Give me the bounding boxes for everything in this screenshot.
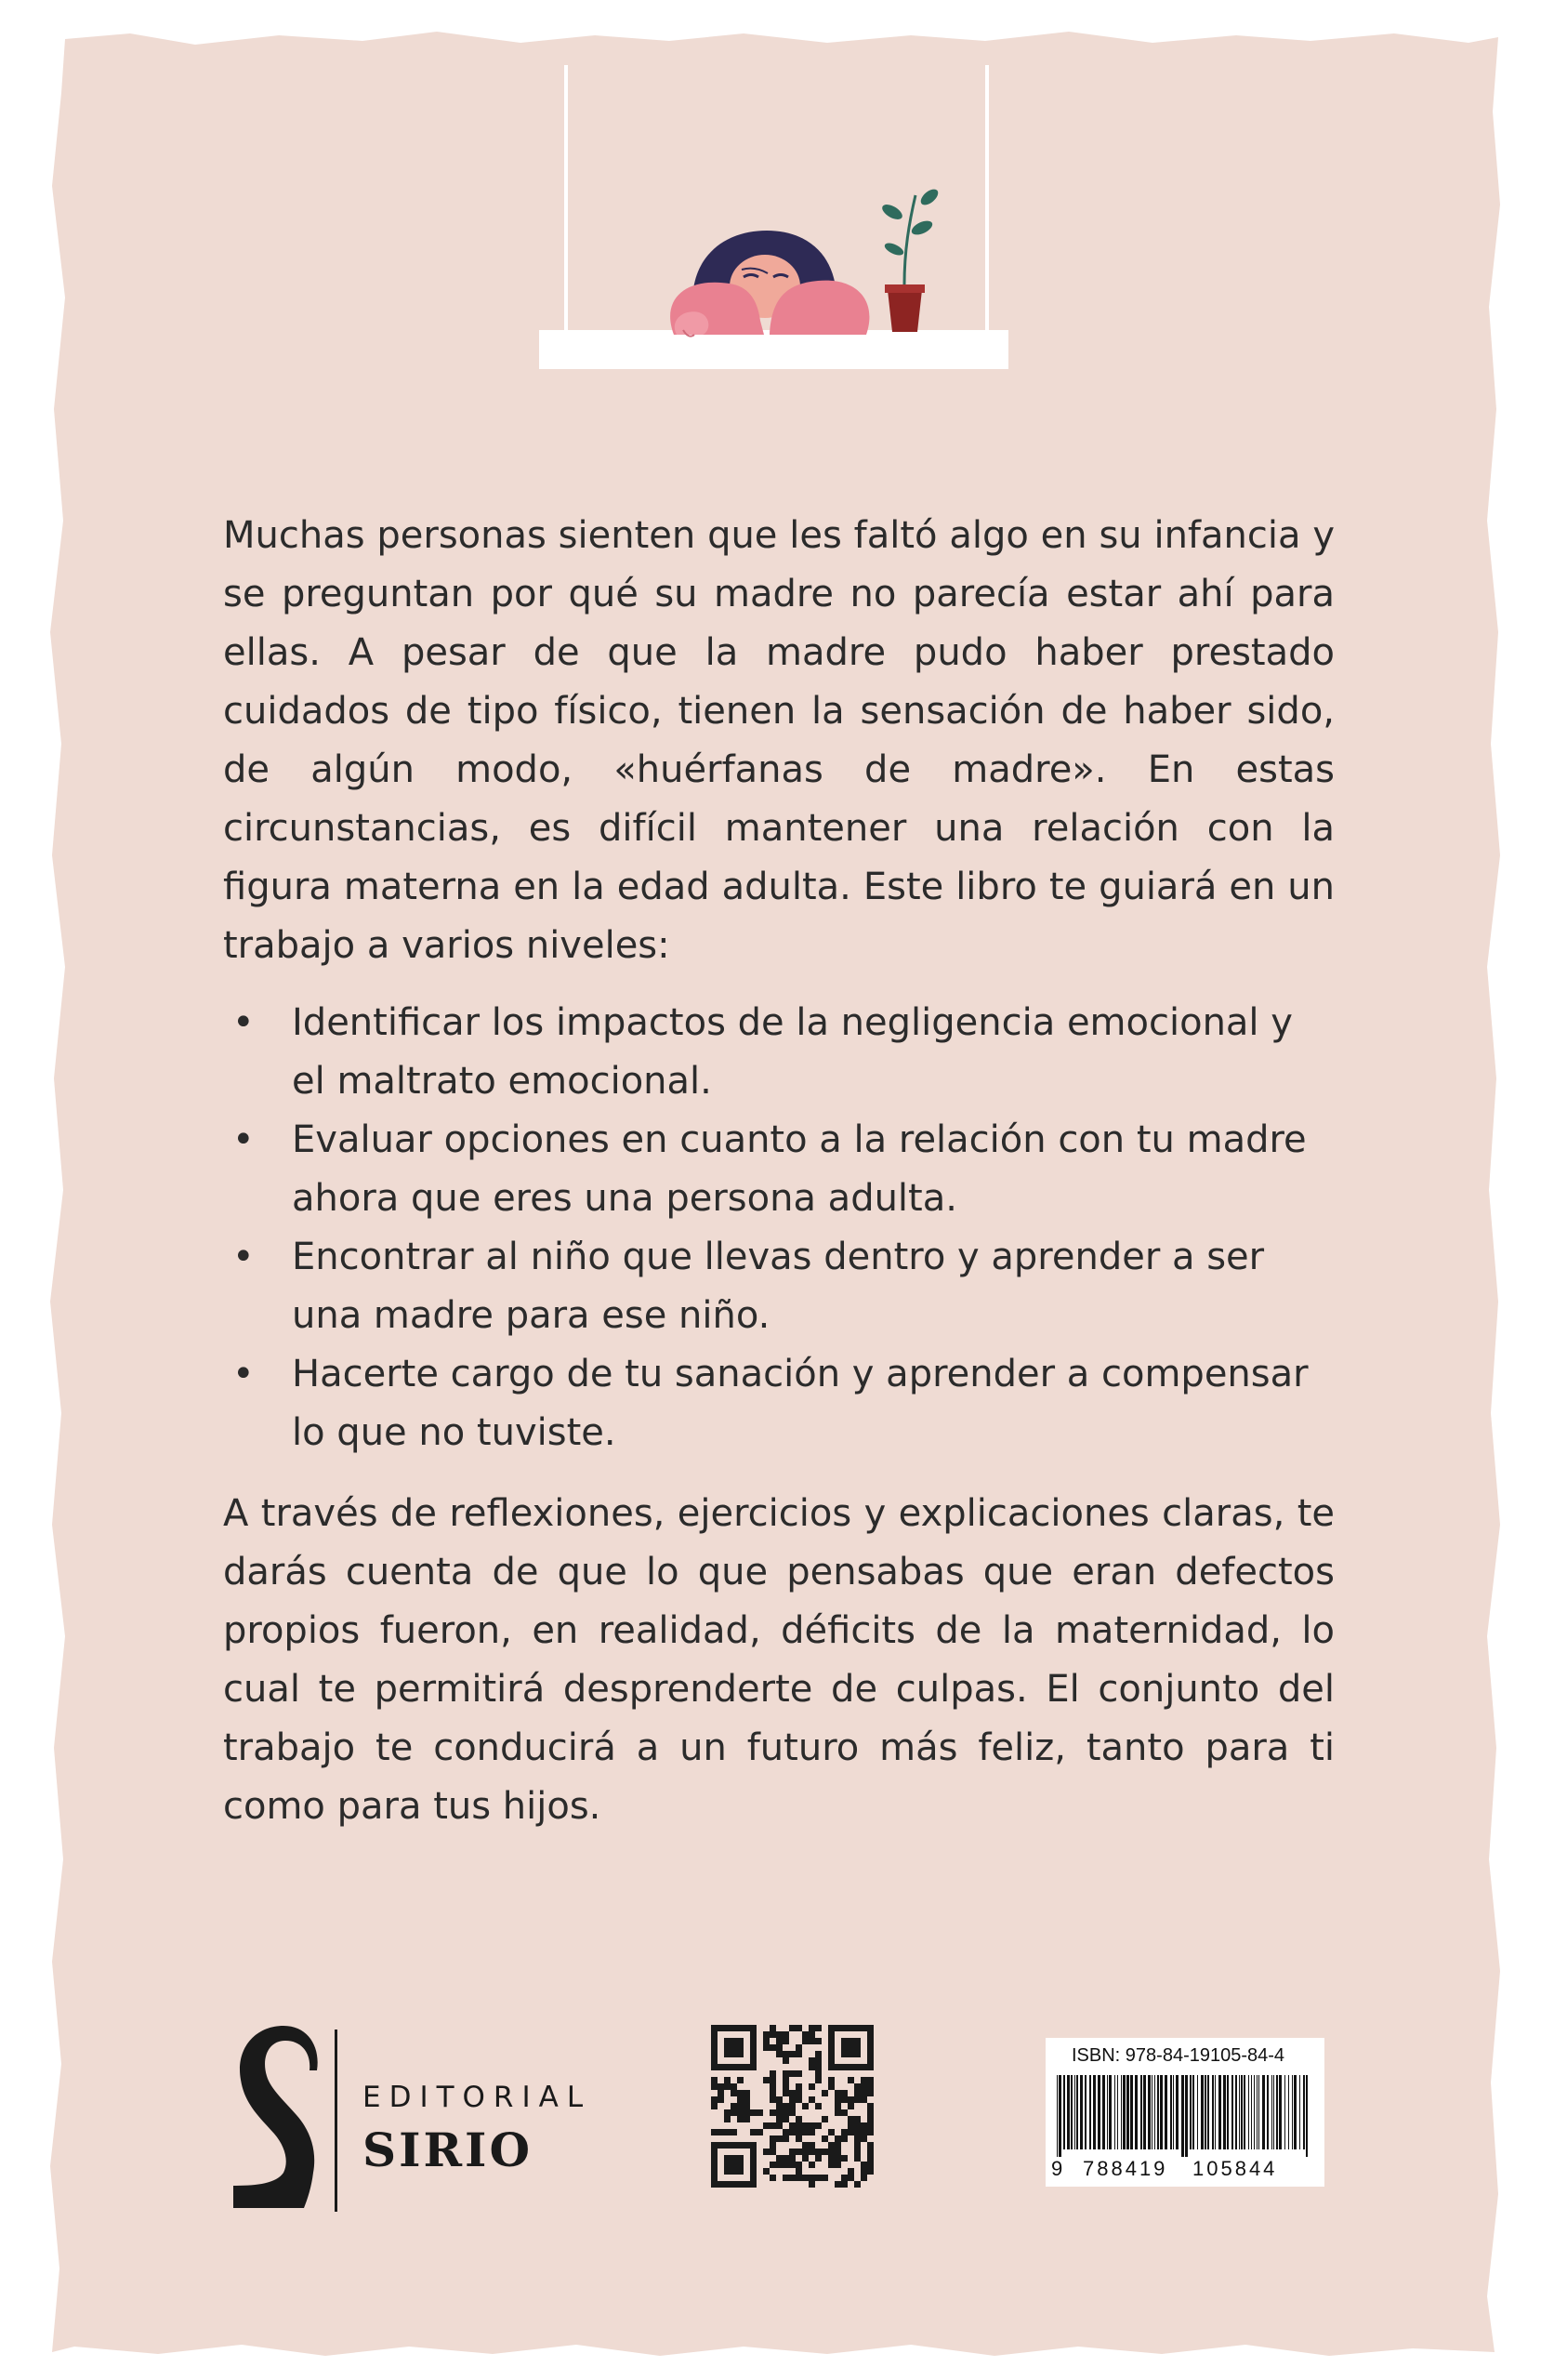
isbn-barcode: ISBN: 978-84-19105-84-4 9 788419 105844 [1046,2038,1324,2187]
intro-paragraph: Muchas personas sienten que les faltó algo en su infancia y se preguntan por qué su madre no parecía estar ahí para ellas. A pesar de que la madre pudo haber prestado cuidados de tipo físico, tienen la sensación de haber sido, de algún modo, «huérfanas de madre». En estas circunstancias, es difícil mantener una relación con la figura materna en la edad adulta. Este libro te guiará en un trabajo a varios niveles: [223,514,1335,967]
bullet-item: • Identificar los impactos de la negligencia emocional y el maltrato emocional. [223,994,1335,1111]
bullet-list [223,994,1335,1462]
bullet-dot-icon: • [232,1001,255,1044]
logo-divider [335,2030,337,2212]
swan-logo-icon [228,2022,321,2208]
back-cover-description [223,507,1335,1836]
closing-paragraph: A través de reflexiones, ejercicios y explicaciones claras, te darás cuenta de que lo que pensabas que eran defectos propios fueron, en realidad, déficits de la maternidad, lo cual te permitirá desprenderte de culpas. El conjunto del trabajo te conducirá a un futuro más feliz, tanto para ti como para tus hijos. [223,1492,1335,1828]
bullet-dot-icon: • [232,1353,255,1395]
qr-code-icon [711,2025,875,2188]
bullet-item: • Evaluar opciones en cuanto a la relación con tu madre ahora que eres una persona adulta. [223,1111,1335,1228]
barcode-icon [1057,2075,1313,2157]
bullet-dot-icon: • [232,1236,255,1278]
publisher-logo [228,2022,618,2208]
publisher-name: SIRIO [362,2122,533,2177]
woman-at-window-illustration [520,56,1022,390]
bullet-item: • Encontrar al niño que llevas dentro y aprender a ser una madre para ese niño. [223,1228,1335,1345]
bullet-item: • Hacerte cargo de tu sanación y aprender a compensar lo que no tuviste. [223,1345,1335,1462]
publisher-label: EDITORIAL [362,2081,592,2114]
isbn-label: ISBN: 978-84-19105-84-4 [1072,2045,1285,2066]
bullet-dot-icon: • [232,1118,255,1161]
